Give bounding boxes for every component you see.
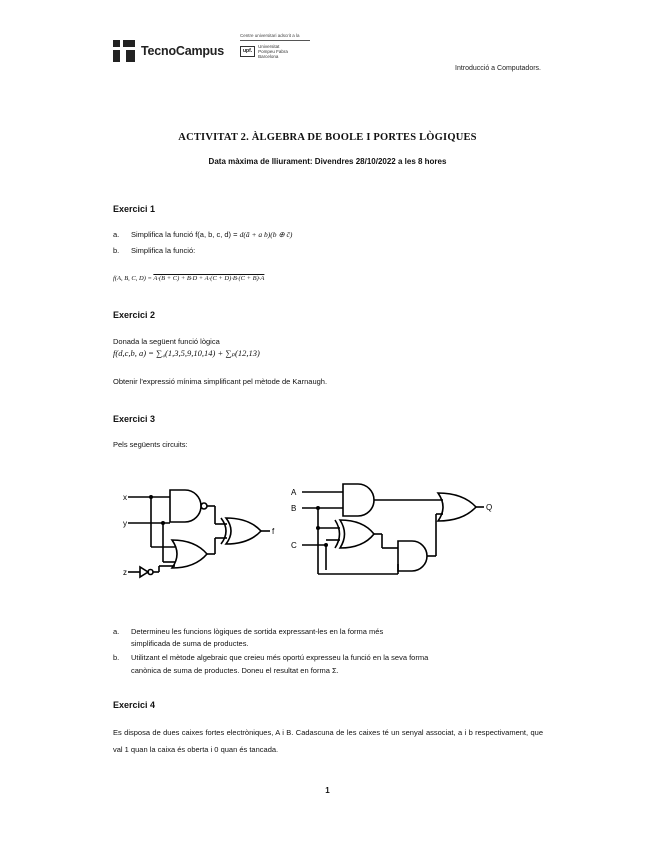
- exercise-1-item-a: [113, 229, 292, 240]
- nand-gate: [170, 490, 201, 522]
- exercise-1-formula-b: [113, 273, 264, 284]
- exercise-1-heading: Exercici 1: [113, 204, 156, 214]
- not-gate: [140, 567, 148, 577]
- formula-left: f(A, B, C, D) =: [113, 275, 154, 282]
- input-label-y: y: [123, 519, 127, 528]
- item-label: a.: [113, 627, 120, 636]
- exercise-3-intro: Pels següents circuits:: [113, 440, 188, 449]
- exercise-2-function: f(d,c,b, a) = ∑₄(1,3,5,9,10,14) + ∑ₚ(12,13): [113, 348, 260, 358]
- upf-logo: [240, 33, 310, 59]
- formula: d(ā + a b)(b ⊕ c̄): [239, 230, 293, 239]
- input-label-z: z: [123, 568, 127, 577]
- output-label-q: Q: [486, 503, 493, 512]
- page-number: 1: [325, 786, 330, 795]
- exercise-2-heading: Exercici 2: [113, 310, 156, 320]
- input-label-x: x: [123, 493, 127, 502]
- xor-gate-back: [221, 518, 226, 544]
- tecnocampus-logo-text: TecnoCampus: [141, 44, 224, 58]
- item-label: b.: [113, 246, 120, 255]
- or-gate: [172, 540, 207, 568]
- input-label-c: C: [291, 541, 297, 550]
- xor-gate: [340, 520, 374, 548]
- upf-name-line: Universitat: [258, 44, 280, 49]
- exercise-2-task: Obtenir l'expressió mínima simplificant pel mètode de Karnaugh.: [113, 377, 328, 386]
- exercise-4-text: Es disposa de dues caixes fortes electròniques, A i B. Cadascuna de les caixes té un senyal associat, a i b respectivament, que val 1 quan la caixa és oberta i 0 quan és tancada.: [113, 728, 543, 754]
- or-gate: [438, 493, 476, 521]
- item-text-line: simplificada de suma de productes.: [131, 639, 249, 648]
- and-gate: [343, 484, 374, 516]
- circuit-2: [288, 480, 498, 585]
- inversion-bubble: [148, 570, 153, 575]
- item-text: Simplifica la funció:: [131, 246, 196, 255]
- exercise-1-item-b: [113, 245, 195, 256]
- item-text-line: Determineu les funcions lògiques de sortida expressant-les en la forma més: [131, 627, 384, 636]
- upf-name-line: Barcelona: [258, 54, 279, 59]
- item-label: b.: [113, 653, 120, 662]
- xor-gate: [226, 518, 261, 544]
- item-text: Simplifica la funció f(a, b, c, d) =: [131, 230, 240, 239]
- item-label: a.: [113, 230, 120, 239]
- input-label-b: B: [291, 504, 297, 513]
- deadline: Data màxima de lliurament: Divendres 28/10/2022 a les 8 hores: [208, 157, 447, 166]
- input-label-a: A: [291, 488, 297, 497]
- and-gate: [398, 541, 427, 571]
- tecnocampus-logo: [113, 40, 224, 62]
- formula-negated: A·(B + C) + B·D + A·(C + D)·B·(C + B)·A: [153, 275, 265, 282]
- tecnocampus-logo-mark: [113, 40, 135, 62]
- exercise-3-item-a: [113, 626, 383, 637]
- inversion-bubble: [201, 503, 207, 509]
- item-text-line: canònica de suma de productes. Doneu el resultat en forma Σ.: [131, 666, 339, 675]
- xor-gate-back: [335, 520, 340, 548]
- exercise-3-heading: Exercici 3: [113, 414, 156, 424]
- course-name: Introducció a Computadors.: [455, 65, 541, 72]
- circuit-1: [115, 482, 285, 582]
- output-label-f: f: [272, 527, 275, 536]
- item-text-line: Utilitzant el mètode algebraic que creieu més oportú expresseu la funció en la seva forma: [131, 653, 429, 662]
- exercise-4-heading: Exercici 4: [113, 700, 156, 710]
- page-title: ACTIVITAT 2. ÀLGEBRA DE BOOLE I PORTES LÒGIQUES: [178, 132, 477, 143]
- upf-name-line: Pompeu Fabra: [258, 49, 288, 54]
- exercise-3-item-b: [113, 652, 428, 663]
- upf-caption: Centre universitari adscrit a la: [240, 33, 300, 38]
- exercise-2-intro: Donada la següent funció lògica: [113, 337, 220, 346]
- upf-mark: upf.: [240, 46, 255, 57]
